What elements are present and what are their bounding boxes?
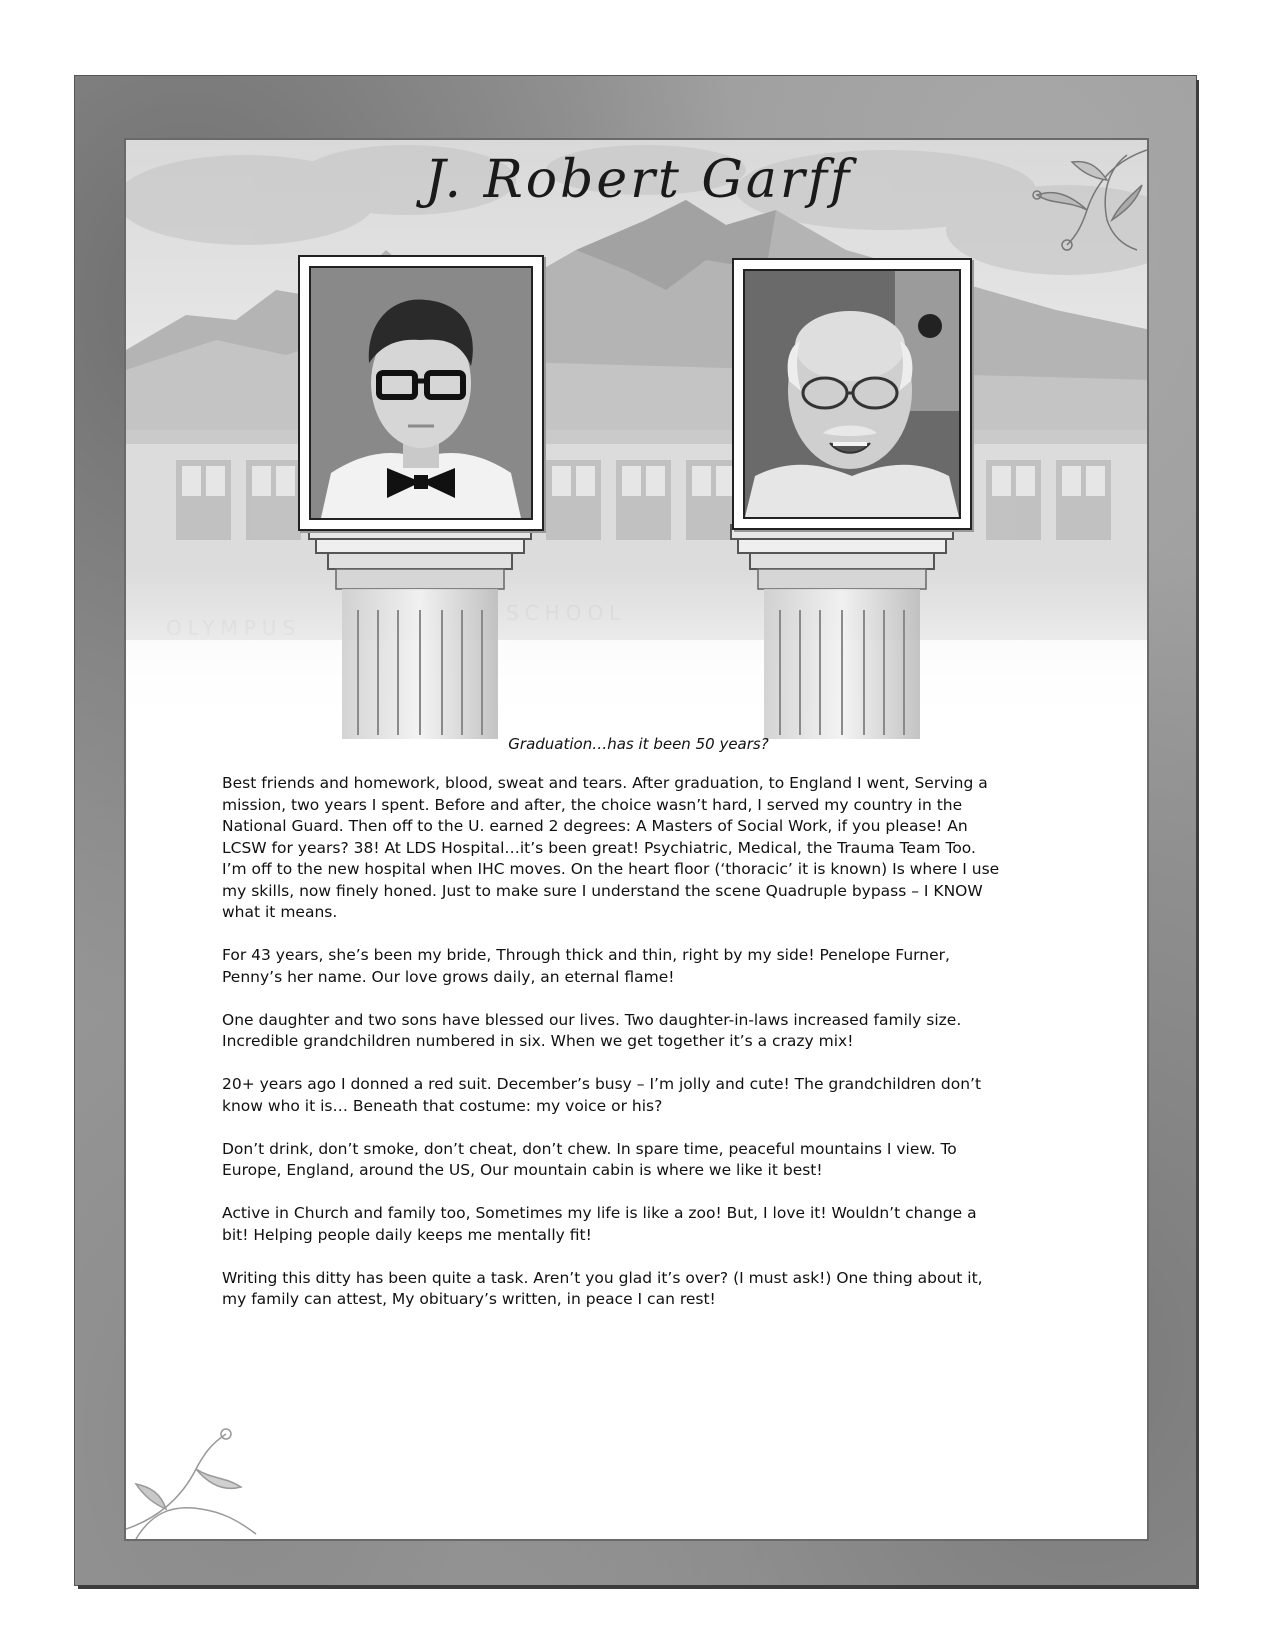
photo-frame-then [298, 255, 544, 531]
paragraph: Active in Church and family too, Sometimes my life is like a zoo! But, I love it! Wouldn’t change a bit! Helping people daily keeps me mentally fit! [222, 1204, 977, 1244]
biography-text [222, 773, 1002, 1332]
photo-now [743, 269, 961, 519]
photo-then [309, 266, 533, 520]
paragraph: Writing this ditty has been quite a task. Aren’t you glad it’s over? (I must ask!) One thing about it, my family can attest, My obituary’s written, in peace I can rest! [222, 1268, 983, 1308]
paragraph: One daughter and two sons have blessed our lives. Two daughter-in-laws increased family size. Incredible grandchildren numbered in six. When we get together it’s a crazy mix! [222, 1010, 962, 1050]
page-title: J. Robert Garff [424, 150, 853, 210]
portrait-young-icon [311, 268, 531, 518]
floral-ornament-icon [126, 1399, 266, 1539]
paragraph: 20+ years ago I donned a red suit. December’s busy – I’m jolly and cute! The grandchildren don’t know who it is… Beneath that costume: my voice or his? [222, 1075, 982, 1115]
paragraph: Don’t drink, don’t smoke, don’t cheat, don’t chew. In spare time, peaceful mountains I view. To Europe, England, around the US, Our mountain cabin is where we like it best! [222, 1139, 957, 1179]
paragraph: Best friends and homework, blood, sweat and tears. After graduation, to England I went, Serving a mission, two years I spent. Before and after, the choice wasn’t hard, I served my country in the National Guard. Then off to the U. earned 2 degrees: A Masters of Social Work, if you please! An LCSW for years? 38! At LDS Hospital…it’s been great! Psychiatric, Medical, the Trauma Team Too. I’m off to the new hospital when IHC moves. On the heart floor (‘thoracic’ it is known) Is where I use my skills, now finely honed. Just to make sure I understand the scene Quadruple bypass – I KNOW what it means. [222, 774, 1000, 921]
content-panel [124, 138, 1149, 1541]
portrait-older-icon [745, 271, 959, 517]
photo-frame-now [732, 258, 972, 530]
caption: Graduation…has it been 50 years? [508, 735, 769, 753]
pillar-left [309, 525, 531, 739]
background-scene [126, 140, 1149, 740]
paragraph: For 43 years, she’s been my bride, Through thick and thin, right by my side! Penelope Furner, Penny’s her name. Our love grows daily, an eternal flame! [222, 946, 950, 986]
pillar-right [731, 525, 953, 739]
